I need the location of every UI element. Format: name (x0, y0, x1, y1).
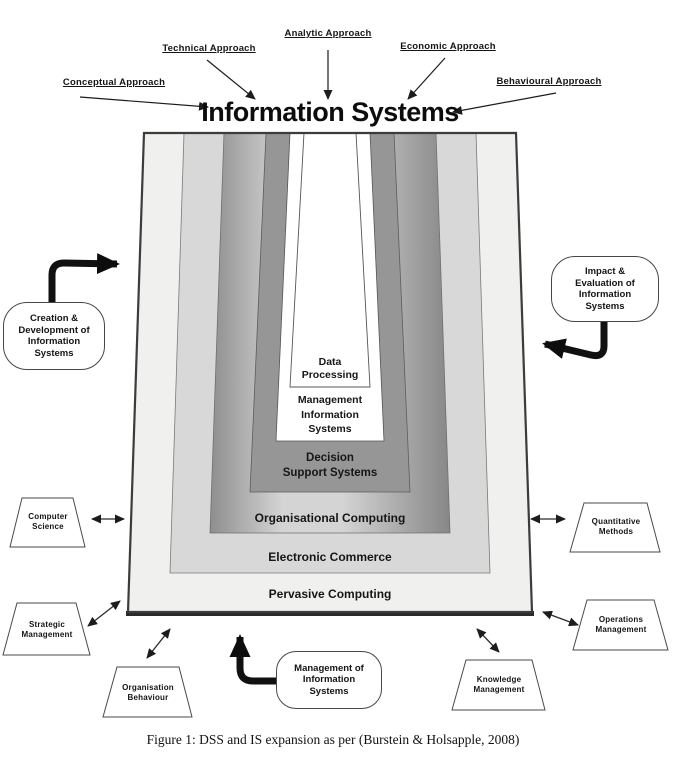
discipline-label-computer-science: Computer Science (28, 512, 68, 531)
double-arrow-operations-management (543, 612, 578, 625)
approach-label-economic: Economic Approach (400, 41, 496, 52)
layer-label-management-information-systems: Management Information Systems (297, 394, 363, 435)
double-arrow-knowledge-management (477, 629, 499, 652)
approach-label-analytic: Analytic Approach (284, 28, 372, 39)
approach-label-behavioural: Behavioural Approach (496, 76, 602, 87)
layer-label-data-processing: Data Processing (301, 356, 359, 381)
thick-arrow-creation (52, 263, 117, 304)
approach-arrow-conceptual (80, 97, 208, 107)
approach-label-technical: Technical Approach (162, 43, 256, 54)
thick-arrow-management (240, 637, 277, 681)
layer-data-processing (290, 133, 370, 387)
discipline-label-knowledge-management: Knowledge Management (473, 675, 525, 694)
page-title: Information Systems (201, 97, 459, 127)
process-box-management: Management of Information Systems (276, 651, 382, 709)
figure-caption: Figure 1: DSS and IS expansion as per (Burstein & Holsapple, 2008) (146, 732, 520, 747)
layer-label-pervasive-computing: Pervasive Computing (268, 587, 392, 601)
discipline-label-strategic-management: Strategic Management (21, 620, 73, 639)
approach-arrow-technical (207, 60, 255, 99)
process-box-creation: Creation & Development of Information Systems (3, 302, 105, 370)
layer-label-organisational-computing: Organisational Computing (254, 511, 406, 525)
approach-arrow-behavioural (453, 93, 556, 112)
discipline-label-operations-management: Operations Management (595, 615, 647, 634)
approach-arrow-economic (408, 58, 445, 99)
layer-label-electronic-commerce: Electronic Commerce (268, 550, 392, 564)
discipline-label-quantitative-methods: Quantitative Methods (591, 517, 641, 536)
approach-label-conceptual: Conceptual Approach (62, 77, 166, 88)
double-arrow-organisation-behaviour (147, 629, 170, 658)
double-arrow-strategic-management (88, 601, 120, 626)
discipline-label-organisation-behaviour: Organisation Behaviour (122, 683, 174, 702)
layer-label-decision-support-systems: Decision Support Systems (282, 452, 378, 479)
thick-arrow-impact (545, 320, 604, 356)
process-box-impact: Impact & Evaluation of Information Systems (551, 256, 659, 322)
